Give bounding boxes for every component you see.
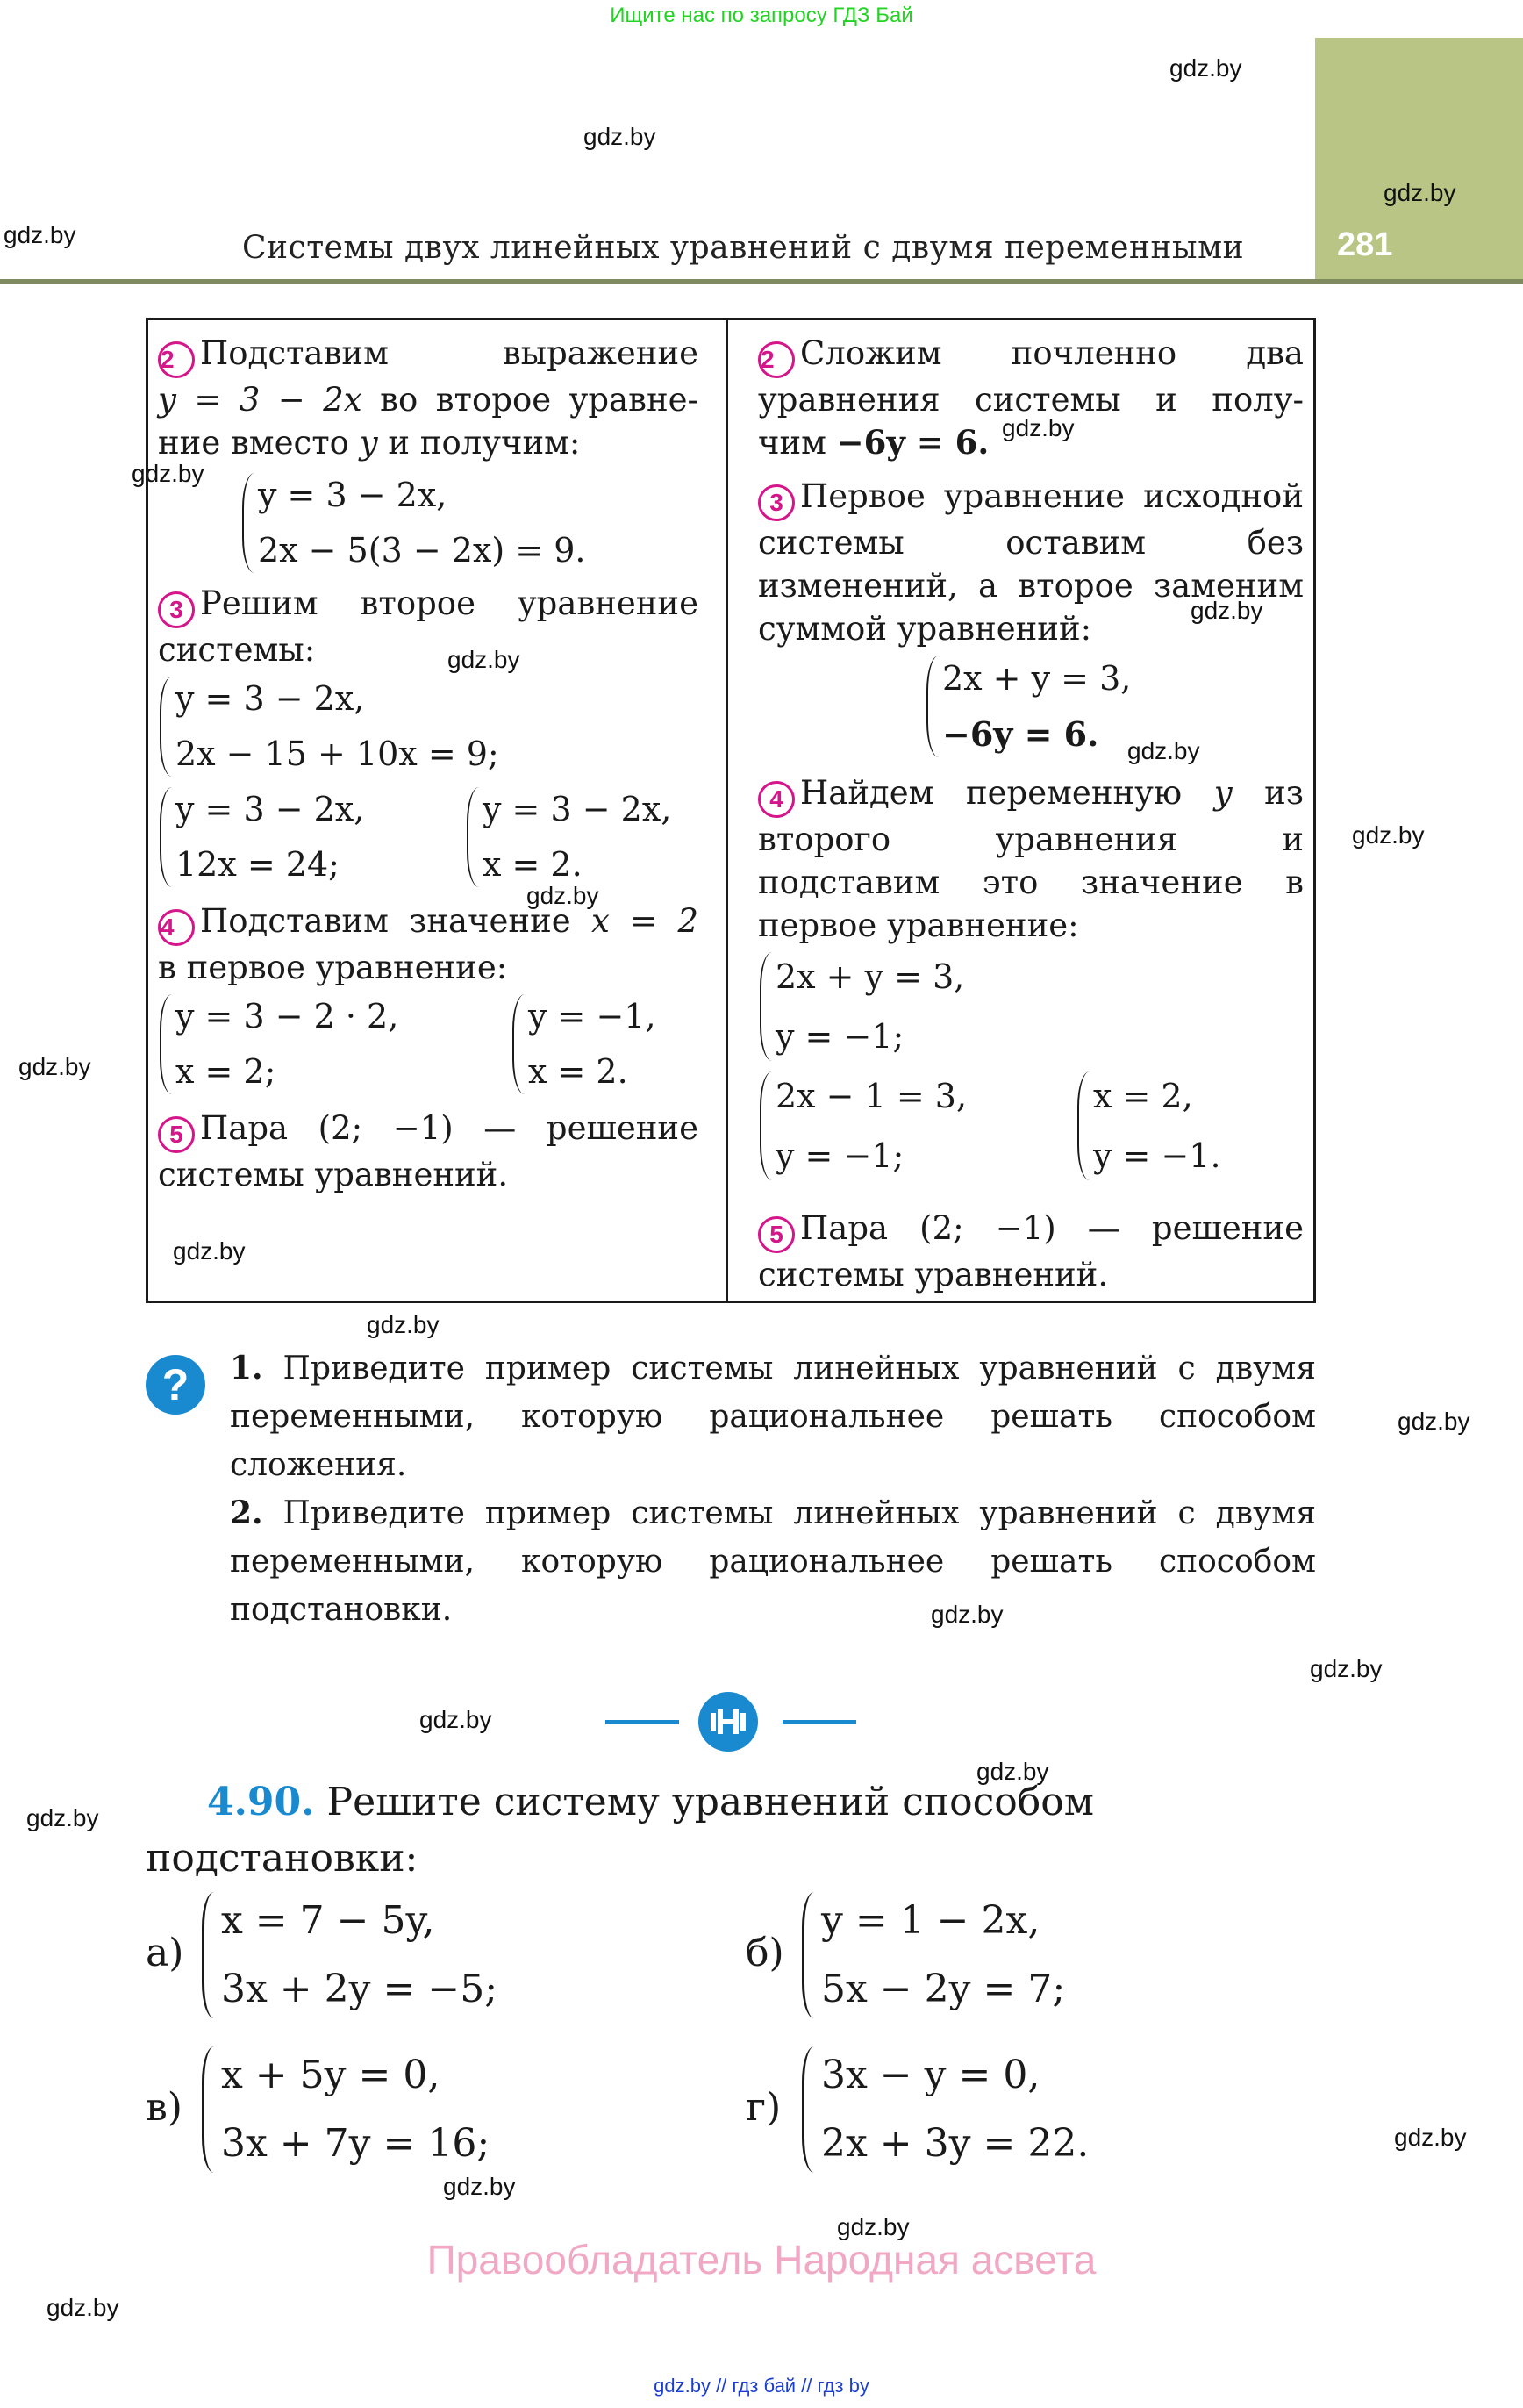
- watermark: gdz.by: [26, 1804, 99, 1831]
- step-2-badge: 2: [758, 341, 795, 378]
- question-2: 2. Приведите пример системы линейных уравнений с двумя переменными, которую рациональнее решать способом подстановки.: [230, 1494, 1316, 1628]
- left-step-4-text: 4 Подставим значение x = 2: [158, 899, 698, 946]
- header-rule: [0, 279, 1523, 284]
- addition-method-column: 2 Сложим почленно два уравнения системы и полу- чим −6y = 6. 3 Первое уравнение исходной системы оставим без изменений, а второе заменим суммой уравнений: 2x + y = 3, −6y = 6. 4 Найдем переменную y из второго уравнения и подставим это значение в первое уравнение: 2x + y = 3, y = −1; 2x − 1 = 3, y = −1; x = 2, y = −1. 5 Пара (2; −1) — решение системы уравнений.: [758, 332, 1304, 1296]
- watermark: gdz.by: [447, 646, 520, 673]
- left-step-3-text: 3 Решим второе уравнение системы:: [158, 584, 698, 669]
- running-title: Системы двух линейных уравнений с двумя переменными: [242, 230, 1245, 266]
- step-4-badge: 4: [758, 781, 795, 818]
- page-number: 281: [1337, 226, 1393, 263]
- step-5-badge: 5: [158, 1116, 195, 1153]
- exercise-4-90: [146, 1774, 1316, 1887]
- top-banner[interactable]: Ищите нас по запросу ГДЗ Бай: [610, 4, 913, 27]
- equation-system: y = −1, x = 2.: [511, 989, 656, 1100]
- watermark: gdz.by: [1310, 1655, 1383, 1682]
- dumbbell-icon: [698, 1692, 758, 1752]
- watermark: gdz.by: [976, 1758, 1049, 1785]
- equation-system: 2x + y = 3, −6y = 6.: [925, 650, 1131, 763]
- equation-system: 2x − 1 = 3, y = −1;: [758, 1066, 967, 1186]
- right-step-3-text: 3 Первое уравнение исходной системы оставим без изменений, а второе заменим суммой уравнений:: [758, 477, 1304, 648]
- watermark: gdz.by: [931, 1601, 1004, 1628]
- right-step-5-text: 5 Пара (2; −1) — решение системы уравнений.: [758, 1209, 1304, 1294]
- watermark: gdz.by: [173, 1237, 246, 1265]
- column-divider: [726, 318, 728, 1303]
- watermark: gdz.by: [46, 2294, 119, 2321]
- review-questions: [230, 1344, 1316, 1634]
- left-step-5-text: 5 Пара (2; −1) — решение системы уравнений.: [158, 1109, 698, 1193]
- equation-system: y = 3 − 2 · 2, x = 2;: [158, 989, 398, 1100]
- watermark: gdz.by: [583, 123, 656, 150]
- equation-system: y = 3 − 2x, 12x = 24;: [158, 782, 364, 892]
- watermark: gdz.by: [1002, 414, 1075, 441]
- watermark: gdz.by: [1169, 54, 1242, 82]
- watermark: gdz.by: [1352, 821, 1425, 849]
- substitution-method-column: 2 Подставим выражение y = 3 − 2x во второе уравне- ние вместо y и получим: y = 3 − 2x, 2x − 5(3 − 2x) = 9. 3 Решим второе уравнение системы: y = 3 − 2x, 2x − 15 + 10x = 9; y = 3 − 2x, 12x = 24; y = 3 − 2x, x = 2. 4 Подставим значение x = 2 в первое уравнение: y = 3 − 2 · 2, x = 2; y = −1, x = 2. 5 Пара (2; −1) — решение системы уравнений.: [158, 332, 698, 1196]
- watermark: gdz.by: [443, 2173, 516, 2200]
- question-icon: ?: [146, 1355, 205, 1415]
- footer-links[interactable]: gdz.by // гдз бай // гдз by: [654, 2375, 869, 2397]
- step-3-badge: 3: [158, 591, 195, 628]
- copyright-notice: Правообладатель Народная асвета: [426, 2237, 1097, 2283]
- equation-system: y = 3 − 2x, x = 2.: [465, 782, 671, 892]
- watermark: gdz.by: [132, 460, 204, 487]
- watermark: gdz.by: [837, 2213, 910, 2240]
- right-step-2-text: 2 Сложим почленно два уравнения системы и полу-: [758, 334, 1304, 419]
- exercise-number: 4.90.: [207, 1780, 315, 1824]
- watermark: gdz.by: [419, 1706, 492, 1733]
- divider-line-right: [783, 1720, 856, 1724]
- exercise-text: Решите систему уравнений способом подстановки:: [146, 1780, 1095, 1881]
- watermark: gdz.by: [1394, 2124, 1467, 2151]
- watermark: gdz.by: [1127, 737, 1200, 764]
- watermark: gdz.by: [18, 1053, 91, 1080]
- watermark: gdz.by: [526, 882, 599, 909]
- equation-system: x = 2, y = −1.: [1076, 1066, 1221, 1186]
- watermark: gdz.by: [1384, 179, 1456, 206]
- step-3-badge: 3: [758, 484, 795, 521]
- step-4-badge: 4: [158, 909, 195, 946]
- step-2-badge: 2: [158, 341, 195, 378]
- left-step-2-text: 2 Подставим выражение: [158, 332, 698, 378]
- watermark: gdz.by: [4, 221, 76, 248]
- watermark: gdz.by: [1398, 1408, 1470, 1435]
- watermark: gdz.by: [367, 1311, 440, 1338]
- divider-line-left: [605, 1720, 679, 1724]
- question-1: 1. Приведите пример системы линейных уравнений с двумя переменными, которую рациональнее решать способом сложения.: [230, 1350, 1316, 1483]
- right-step-4-text: 4 Найдем переменную y из второго уравнения и подставим это значение в первое уравнение:: [758, 774, 1304, 944]
- equation-system: y = 3 − 2x, 2x − 5(3 − 2x) = 9.: [240, 468, 585, 578]
- step-5-badge: 5: [758, 1216, 795, 1253]
- equation-system: y = 3 − 2x, 2x − 15 + 10x = 9;: [158, 671, 499, 782]
- equation-system: 2x + y = 3, y = −1;: [758, 947, 964, 1066]
- watermark: gdz.by: [1191, 597, 1263, 624]
